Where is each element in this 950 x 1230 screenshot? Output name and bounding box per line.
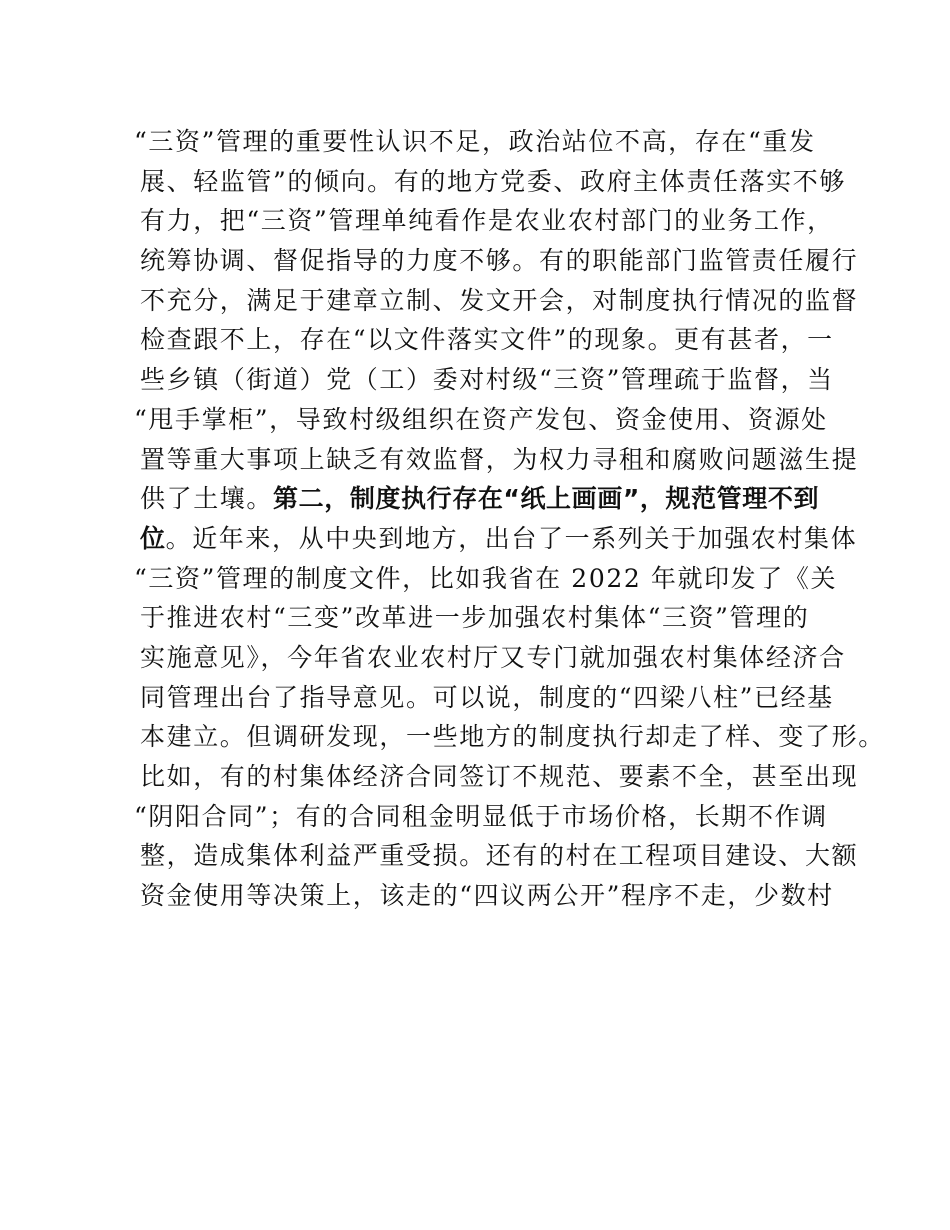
text-segment: “甩手掌柜”，导致村级组织在资产发包、资金使用、资源处	[134, 404, 828, 434]
text-segment: 置等重大事项上缺乏有效监督，为权力寻租和腐败问题滋生提	[140, 444, 859, 474]
text-line	[140, 757, 859, 797]
text-segment: 些乡镇（街道）党（工）委对村级“三资”管理疏于监督，当	[140, 365, 834, 395]
text-segment: 检查跟不上，存在“以文件落实文件”的现象。更有甚者，一	[140, 325, 834, 355]
text-segment: 实施意见》，今年省农业农村厅又专门就加强农村集体经济合	[140, 642, 846, 672]
text-line	[140, 876, 834, 916]
body-text	[134, 122, 885, 916]
text-line	[140, 201, 834, 241]
text-segment: 本建立。但调研发现，一些地方的制度执行却走了样、变了形。	[140, 722, 885, 752]
text-segment: “三资”管理的重要性认识不足，政治站位不高，存在“重发	[134, 127, 816, 156]
text-line	[140, 836, 859, 876]
section-heading-bold: 位	[140, 523, 166, 553]
text-line	[140, 440, 859, 480]
text-segment: “阴阳合同”；有的合同租金明显低于市场价格，长期不作调	[134, 801, 828, 831]
text-line	[134, 797, 828, 837]
text-line	[134, 122, 820, 162]
text-line	[140, 519, 858, 559]
text-segment: 同管理出台了指导意见。可以说，制度的“四梁八柱”已经基	[140, 682, 834, 712]
text-line	[140, 281, 859, 321]
text-line	[140, 241, 859, 281]
text-line	[140, 162, 846, 202]
section-heading-bold: 第二，制度执行存在“纸上画画”，规范管理不到	[273, 484, 820, 514]
text-segment: 比如，有的村集体经济合同签订不规范、要素不全，甚至出现	[140, 762, 859, 791]
text-segment: 展、轻监管”的倾向。有的地方党委、政府主体责任落实不够	[140, 166, 846, 196]
text-line	[134, 559, 838, 599]
text-line	[140, 479, 820, 519]
text-segment: 。近年来，从中央到地方，出台了一系列关于加强农村集体	[165, 523, 858, 553]
text-line	[140, 678, 834, 718]
text-segment: 供了土壤。	[140, 484, 274, 514]
text-line	[134, 400, 828, 440]
text-line	[140, 638, 846, 678]
text-segment: 于推进农村“三变”改革进一步加强农村集体“三资”管理的	[140, 603, 810, 633]
text-segment: 资金使用等决策上，该走的“四议两公开”程序不走，少数村	[140, 881, 834, 911]
text-segment: 整，造成集体利益严重受损。还有的村在工程项目建设、大额	[140, 841, 859, 871]
text-line	[140, 717, 885, 757]
text-segment: 统筹协调、督促指导的力度不够。有的职能部门监管责任履行	[140, 246, 859, 276]
text-line	[140, 598, 820, 638]
text-line	[140, 320, 834, 360]
text-line	[140, 360, 834, 400]
text-segment: 有力，把“三资”管理单纯看作是农业农村部门的业务工作，	[140, 206, 834, 236]
text-segment: “三资”管理的制度文件，比如我省在 2022 年就印发了《关	[134, 563, 838, 593]
text-segment: 不充分，满足于建章立制、发文开会，对制度执行情况的监督	[140, 285, 859, 315]
